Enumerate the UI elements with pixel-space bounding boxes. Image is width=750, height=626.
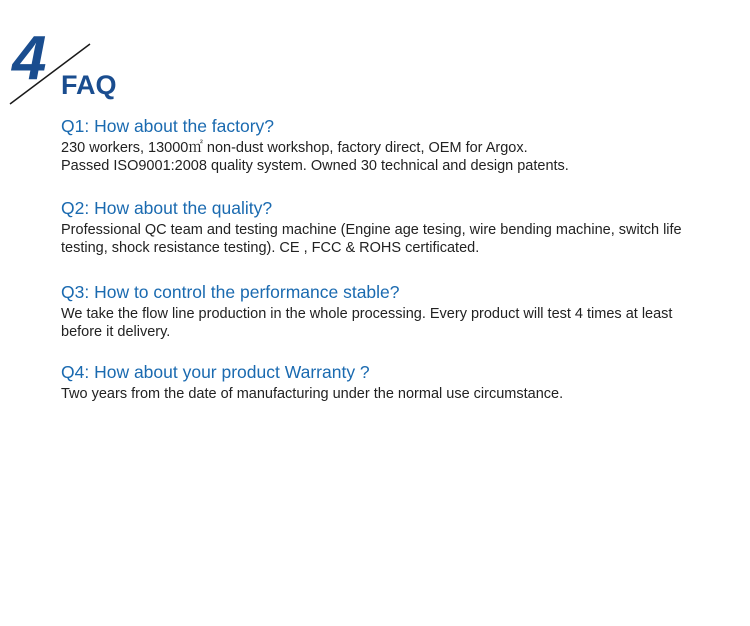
page-title: FAQ: [61, 70, 117, 100]
faq-answer-line: Two years from the date of manufacturing under the normal use circumstance.: [61, 386, 564, 402]
faq-answer-line: 230 workers, 13000㎡ non-dust workshop, factory direct, OEM for Argox.: [61, 140, 528, 156]
faq-question: Q1: How about the factory?: [61, 116, 275, 136]
faq-question: Q2: How about the quality?: [61, 198, 273, 218]
faq-item-factory: [61, 115, 721, 175]
faq-question: Q4: How about your product Warranty ?: [61, 362, 370, 382]
faq-answer-line: Professional QC team and testing machine (Engine age tesing, wire bending machine, switch life: [61, 222, 682, 238]
faq-answer-line: We take the flow line production in the whole processing. Every product will test 4 times at least: [61, 306, 673, 322]
faq-answer-line: testing, shock resistance testing). CE , FCC & ROHS certificated.: [61, 240, 480, 256]
faq-header: [0, 0, 750, 110]
faq-item-quality: [61, 197, 721, 257]
faq-answer-line: Passed ISO9001:2008 quality system. Owned 30 technical and design patents.: [61, 158, 569, 174]
faq-question: Q3: How to control the performance stable?: [61, 282, 400, 302]
faq-item-warranty: [61, 361, 721, 403]
section-number: 4: [12, 24, 45, 93]
faq-item-performance: [61, 281, 721, 341]
faq-answer-line: before it delivery.: [61, 324, 171, 340]
